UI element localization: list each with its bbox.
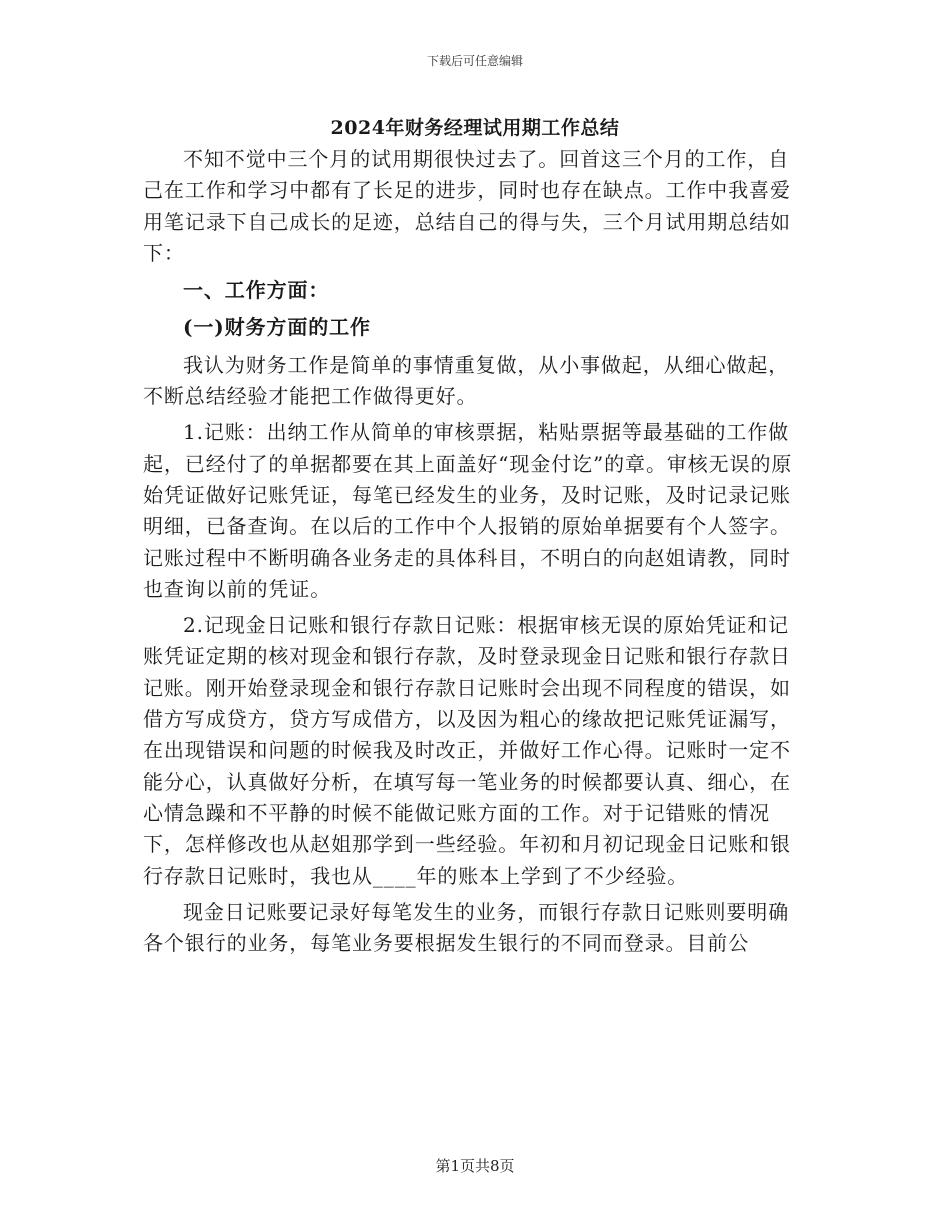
subsection-heading-finance: (一)财务方面的工作 bbox=[183, 315, 371, 340]
document-title: 2024年财务经理试用期工作总结 bbox=[330, 117, 620, 139]
document-body bbox=[143, 144, 803, 959]
section-heading-work: 一、工作方面： bbox=[183, 278, 330, 303]
paragraph-journals: 2.记现金日记账和银行存款日记账：根据审核无误的原始凭证和记账凭证定期的核对现金和银行存款，及时登录现金日记账和银行存款日记账。刚开始登录现金和银行存款日记账时会出现不同程度的错误，如借方写成贷方，贷方写成借方，以及因为粗心的缘故把记账凭证漏写，在出现错误和问题的时候我及时改正，并做好工作心得。记账时一定不能分心，认真做好分析，在填写每一笔业务的时候都要认真、细心，在心情急躁和不平静的时候不能做记账方面的工作。对于记错账的情况下，怎样修改也从赵姐那学到一些经验。年初和月初记现金日记账和银行存款日记账时，我也从____年的账本上学到了不少经验。 bbox=[143, 613, 791, 888]
page-header-note: 下载后可任意编辑 bbox=[426, 54, 523, 68]
paragraph-bookkeeping: 1.记账：出纳工作从简单的审核票据，粘贴票据等最基础的工作做起，已经付了的单据都要在其上面盖好“现金付讫”的章。审核无误的原始凭证做好记账凭证，每笔已经发生的业务，及时记账，及时记录记账明细，已备查询。在以后的工作中个人报销的原始单据要有个人签字。记账过程中不断明确各业务走的具体科目，不明白的向赵姐请教，同时也查询以前的凭证。 bbox=[143, 420, 793, 601]
paragraph-cash-journal: 现金日记账要记录好每笔发生的业务，而银行存款日记账则要明确各个银行的业务，每笔业务要根据发生银行的不同而登录。目前公 bbox=[143, 899, 790, 956]
page-number: 第1页共8页 bbox=[435, 1157, 515, 1175]
paragraph-finance-overview: 我认为财务工作是简单的事情重复做，从小事做起，从细心做起，不断总结经验才能把工作做得更好。 bbox=[143, 352, 790, 409]
paragraph-intro: 不知不觉中三个月的试用期很快过去了。回首这三个月的工作，自己在工作和学习中都有了长足的进步，同时也存在缺点。工作中我喜爱用笔记录下自己成长的足迹，总结自己的得与失，三个月试用期总结如下： bbox=[143, 147, 791, 265]
